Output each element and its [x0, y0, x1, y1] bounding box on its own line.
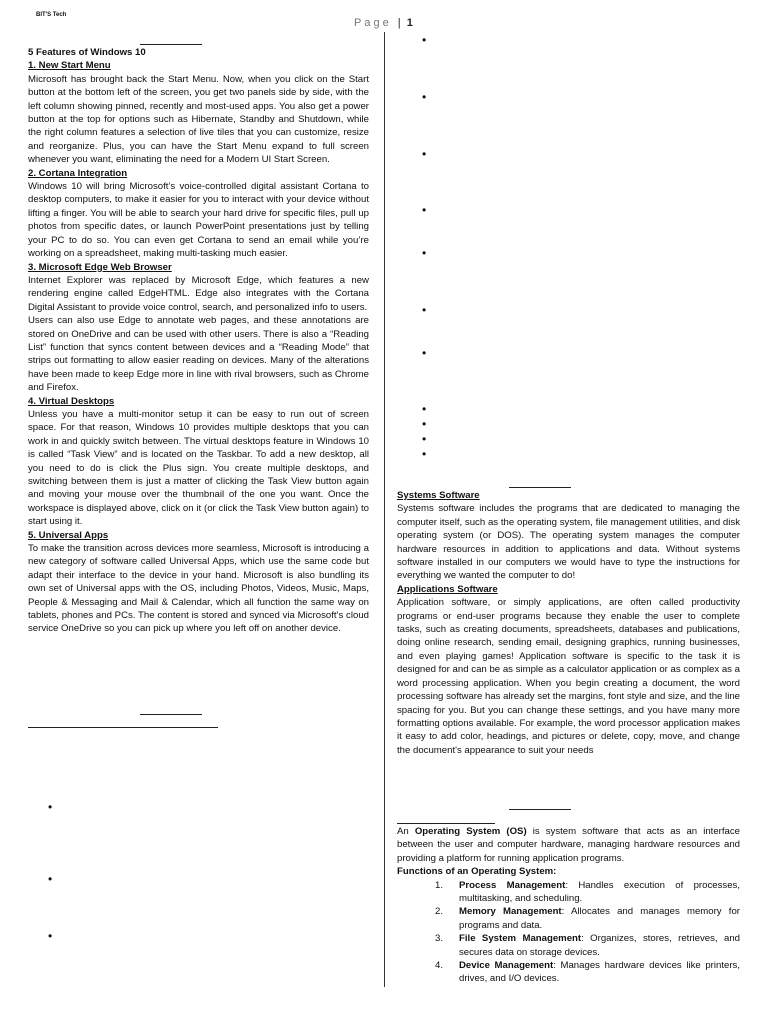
os-pre: An [397, 826, 415, 837]
column-divider [384, 32, 385, 987]
section-text: Windows 10 will bring Microsoft’s voice-controlled digital assistant Cortana to desktop computers, to make it easier for you to interact with your device without lifting a finger. You will be able to search your hard drive for specific files, pull up photos from specific dates, or launch PowerPoint presentations just by telling your PC to do so. You can even get Cortana to send an email while you’re working on a spreadsheet, making multi-tasking much easier. [28, 181, 369, 260]
feature-section [28, 529, 369, 636]
bullet-dot: • [422, 432, 427, 446]
bullet-dot: • [48, 800, 53, 814]
left-column [28, 46, 369, 636]
bullet-dot: • [422, 147, 427, 161]
list-item [397, 879, 740, 906]
section-heading: 3. Microsoft Edge Web Browser [28, 261, 172, 273]
section-text: Internet Explorer was replaced by Microsoft Edge, which features a new rendering engine called EdgeHTML. Edge also integrates with the Cortana Digital Assistant to provide voice control, search, and personalized info to users. [28, 274, 369, 313]
os-functions-list [397, 879, 740, 986]
right-rule-mid [509, 809, 571, 810]
bullet-dot: • [422, 246, 427, 260]
feature-section [28, 167, 369, 261]
bullet-dot: • [422, 203, 427, 217]
section-heading: 5. Universal Apps [28, 529, 109, 541]
os-section [397, 825, 740, 986]
section-heading: 2. Cortana Integration [28, 167, 128, 179]
section-text: Users can also use Edge to annotate web pages, and these annotations are stored on OneDrive and can be used with other users. There is also a “Reading List” function that syncs content between devices and a “Reading Mode” that strips out formatting to allow easier reading on devices. Many of the alterations have been made to keep Edge more in line with rival browsers, such as Chrome and Firefox. [28, 315, 369, 394]
header-brand: BIT'S Tech [36, 12, 67, 18]
section-text: Microsoft has brought back the Start Menu. Now, when you click on the Start button at the bottom left of the screen, you get two panels side by side, with the left column showing pinned, recently and most-used apps. You also get a power button at the top for options such as Hibernate, Standby and Shutdown, while the right column features a selection of live tiles that you can customize, resize and reorganize. Plus, you can have the Start Menu expand to full screen whenever you want, eliminating the need for a Modern UI Start Screen. [28, 73, 369, 166]
function-desc: : Handles execution of processes, multitasking, and scheduling. [459, 879, 740, 905]
bullet-dot: • [422, 402, 427, 416]
page-number-header [354, 17, 413, 29]
bullet-dot: • [48, 872, 53, 886]
short-rule [140, 714, 202, 715]
function-term: Memory Management [459, 906, 562, 918]
software-section [397, 489, 740, 757]
bullet-dot: • [422, 303, 427, 317]
bullet-dot: • [48, 929, 53, 943]
function-desc: : Allocates and manages memory for programs and data. [459, 906, 740, 931]
list-item [397, 932, 740, 959]
page-separator: | [397, 17, 401, 29]
list-item [397, 959, 740, 986]
applications-software-heading: Applications Software [397, 583, 498, 595]
list-number: 4. [434, 960, 443, 972]
document-title: 5 Features of Windows 10 [28, 47, 146, 58]
bullet-dot: • [422, 33, 427, 47]
list-number: 2. [434, 906, 443, 918]
os-definition [397, 825, 740, 865]
list-item [397, 905, 740, 932]
feature-section [28, 395, 369, 529]
list-number: 3. [434, 933, 443, 945]
long-rule [28, 727, 218, 728]
applications-software-text: Application software, or simply applications, are often called productivity programs or end-user programs because they enable the user to complete tasks, such as creating documents, spreadsheets, databases and publications, doing online research, sending email, designing graphics, running businesses, and even playing games! Application software is specific to the task it is designed for and can be as simple as a calculator application or as complex as a word processing application. When you begin creating a document, the word processing software has already set the margins, font style and size, and the line spacing for you. But you can change these settings, and you have many more formatting options available. For example, the word processor application makes it easy to add color, headings, and pictures or delete, copy, move, and change the document's appearance to suit your needs [397, 597, 740, 756]
function-desc: : Organizes, stores, retrieves, and secures data on storage devices. [459, 933, 740, 958]
function-term: Process Management [459, 879, 566, 891]
feature-section [28, 59, 369, 166]
bullet-dot: • [422, 346, 427, 360]
systems-software-heading: Systems Software [397, 490, 480, 501]
title-rule [140, 44, 202, 45]
bullet-dot: • [422, 90, 427, 104]
bullet-dot: • [422, 417, 427, 431]
page-word: Page [354, 17, 392, 29]
os-functions-heading: Functions of an Operating System: [397, 866, 557, 878]
right-rule-top [509, 487, 571, 488]
section-heading: 4. Virtual Desktops [28, 395, 115, 407]
section-heading: 1. New Start Menu [28, 60, 111, 72]
systems-software-text: Systems software includes the programs that are dedicated to managing the computer itself, such as the operating system, file management utilities, and disk operating system (or DOS). The operating system manages the computer hardware resources in addition to applications and data. Without systems software installed in our computers we would have to type the instructions for everything we wanted the computer to do! [397, 503, 740, 582]
feature-section [28, 261, 369, 395]
right-rule-bottom [397, 823, 495, 824]
section-text: Unless you have a multi-monitor setup it can be easy to run out of screen space. For that reason, Windows 10 provides multiple desktops that you can work in and quickly switch between. The virtual desktops feature in Windows 10 is called “Task View” and is located on the Taskbar. To add a new desktop, all you need to do is click the Plus sign. You create multiple desktops, and switching between them is just a matter of clicking the Task View button again and moving your mouse over the thumbnail of the one you want. Once the workspace is displayed above, click on it (or click the Task View button again) to start using it. [28, 408, 369, 528]
os-term: Operating System (OS) [414, 826, 527, 837]
function-term: Device Management [459, 960, 554, 972]
list-number: 1. [434, 879, 443, 891]
function-desc: : Manages hardware devices like printers, drives, and I/O devices. [459, 960, 740, 985]
os-post: is system software that acts as an interface between the user and computer hardware, managing hardware resources and providing a platform for running application programs. [397, 826, 740, 864]
bullet-dot: • [422, 447, 427, 461]
section-text: To make the transition across devices more seamless, Microsoft is introducing a new category of software called Universal Apps, which use the same code but adapt their interface to the device in your hand. Microsoft is also bundling its own set of Universal apps with the OS, including Photos, Videos, Music, Maps, People & Messaging and Mail & Calendar, which all function the same way on tablets, phones and PCs. The content is stored and synced via Microsoft’s cloud service OneDrive so you can pick up where you left off on another device. [28, 543, 369, 635]
function-term: File System Management [459, 933, 582, 945]
page-number: 1 [406, 17, 413, 29]
